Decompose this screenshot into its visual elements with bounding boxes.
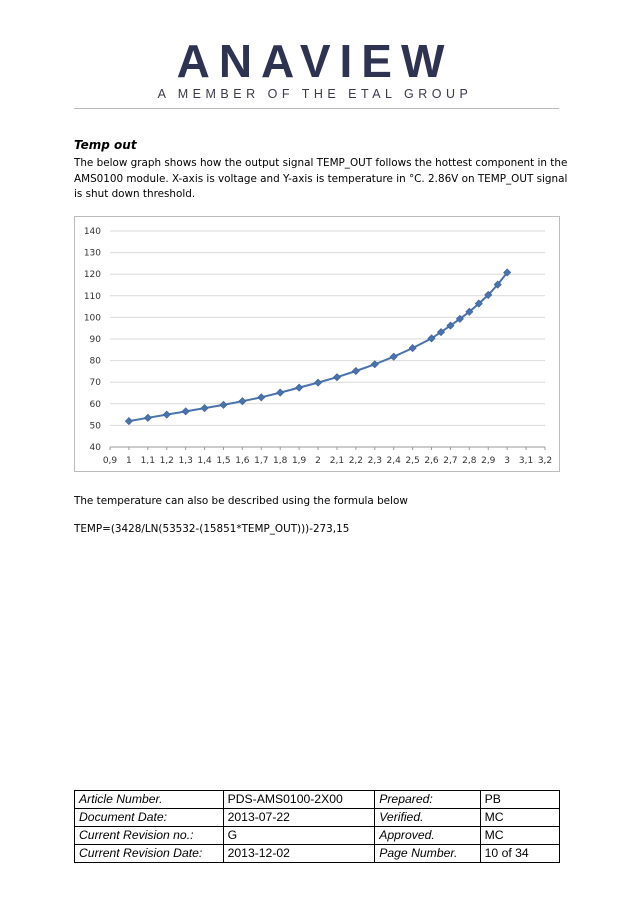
data-point-marker [277,389,284,396]
chart-series [125,269,510,425]
y-tick-label: 90 [89,335,101,345]
x-tick-label: 2 [315,456,321,466]
x-tick-label: 1,5 [216,456,231,466]
data-point-marker [258,394,265,401]
data-point-marker [201,405,208,412]
y-tick-label: 70 [89,378,101,389]
x-tick-label: 1,2 [159,456,174,466]
table-row [75,791,560,809]
logo-wordmark: ANAVIEW [176,35,454,87]
data-point-marker [314,379,321,386]
x-tick-label: 2,7 [443,456,458,466]
data-point-marker [296,384,303,391]
data-point-marker [182,408,189,415]
page-number-label: Page Number. [375,845,480,863]
x-tick-label: 1,8 [273,456,288,466]
revision-date-label: Current Revision Date: [75,845,224,863]
x-tick-label: 2,2 [348,456,364,466]
x-tick-label: 3,1 [518,456,534,466]
revision-no-value: G [223,827,375,845]
document-date-value: 2013-07-22 [223,809,375,827]
y-tick-label: 110 [83,291,101,302]
x-tick-label: 1,6 [235,456,250,466]
data-point-marker [163,411,170,418]
data-point-marker [409,344,416,351]
logo-tagline: A MEMBER OF THE ETAL GROUP [157,87,473,101]
x-tick-label: 1,3 [178,456,193,466]
temperature-formula: TEMP=(3428/LN(53532-(15851*TEMP_OUT)))-273,15 [74,523,350,535]
table-row [75,845,560,863]
x-tick-label: 2,6 [424,456,439,466]
document-date-label: Document Date: [75,809,224,827]
approved-value: MC [480,827,559,845]
x-axis-ticks [103,447,552,466]
x-tick-label: 2,8 [462,456,477,466]
data-point-marker [333,374,340,381]
prepared-value: PB [480,791,559,809]
article-number-value: PDS-AMS0100-2X00 [223,791,375,809]
x-tick-label: 2,4 [386,456,401,466]
data-point-marker [125,417,132,424]
verified-label: Verified. [375,809,480,827]
series-line [129,273,507,422]
x-tick-label: 1,7 [254,456,269,466]
page-number-value: 10 of 34 [480,845,559,863]
document-info-table [74,790,560,863]
y-tick-label: 100 [83,313,101,324]
revision-date-value: 2013-12-02 [223,845,375,863]
approved-label: Approved. [375,827,480,845]
header-divider [74,108,559,109]
y-tick-label: 40 [89,443,101,453]
table-row [75,809,560,827]
intro-paragraph: The below graph shows how the output signal TEMP_OUT follows the hottest component in the AMS0100 module. X-axis is voltage and Y-axis is temperature in °C. 2.86V on TEMP_OUT signal is shut down threshold. [74,157,568,200]
x-tick-label: 3,2 [537,456,553,466]
article-number-label: Article Number. [75,791,224,809]
data-point-marker [352,367,359,374]
temp-out-chart [74,216,560,472]
x-tick-label: 2,5 [405,456,420,466]
data-point-marker [390,353,397,360]
prepared-label: Prepared: [375,791,480,809]
chart-svg [75,217,561,473]
x-tick-label: 2,1 [329,456,345,466]
y-tick-label: 50 [89,421,101,432]
verified-value: MC [480,809,559,827]
x-tick-label: 1,4 [197,456,212,466]
revision-no-label: Current Revision no.: [75,827,224,845]
x-tick-label: 1,1 [140,456,155,466]
x-tick-label: 2,9 [481,456,496,466]
data-point-marker [220,401,227,408]
x-tick-label: 0,9 [102,456,118,466]
x-tick-label: 1,9 [291,456,307,466]
data-point-marker [371,361,378,368]
y-tick-label: 120 [83,270,101,281]
x-tick-label: 1 [126,456,132,466]
y-tick-label: 130 [83,248,101,259]
y-tick-label: 60 [89,399,101,410]
x-tick-label: 2,3 [367,456,382,466]
y-axis-ticks [84,227,101,453]
x-tick-label: 3 [504,456,511,466]
table-row [75,827,560,845]
y-tick-label: 140 [83,227,101,237]
section-title: Temp out [74,138,137,152]
y-tick-label: 80 [89,356,101,367]
formula-intro: The temperature can also be described using the formula below [74,495,408,507]
anaview-logo [150,36,480,106]
data-point-marker [144,414,151,421]
chart-gridlines [110,231,545,447]
